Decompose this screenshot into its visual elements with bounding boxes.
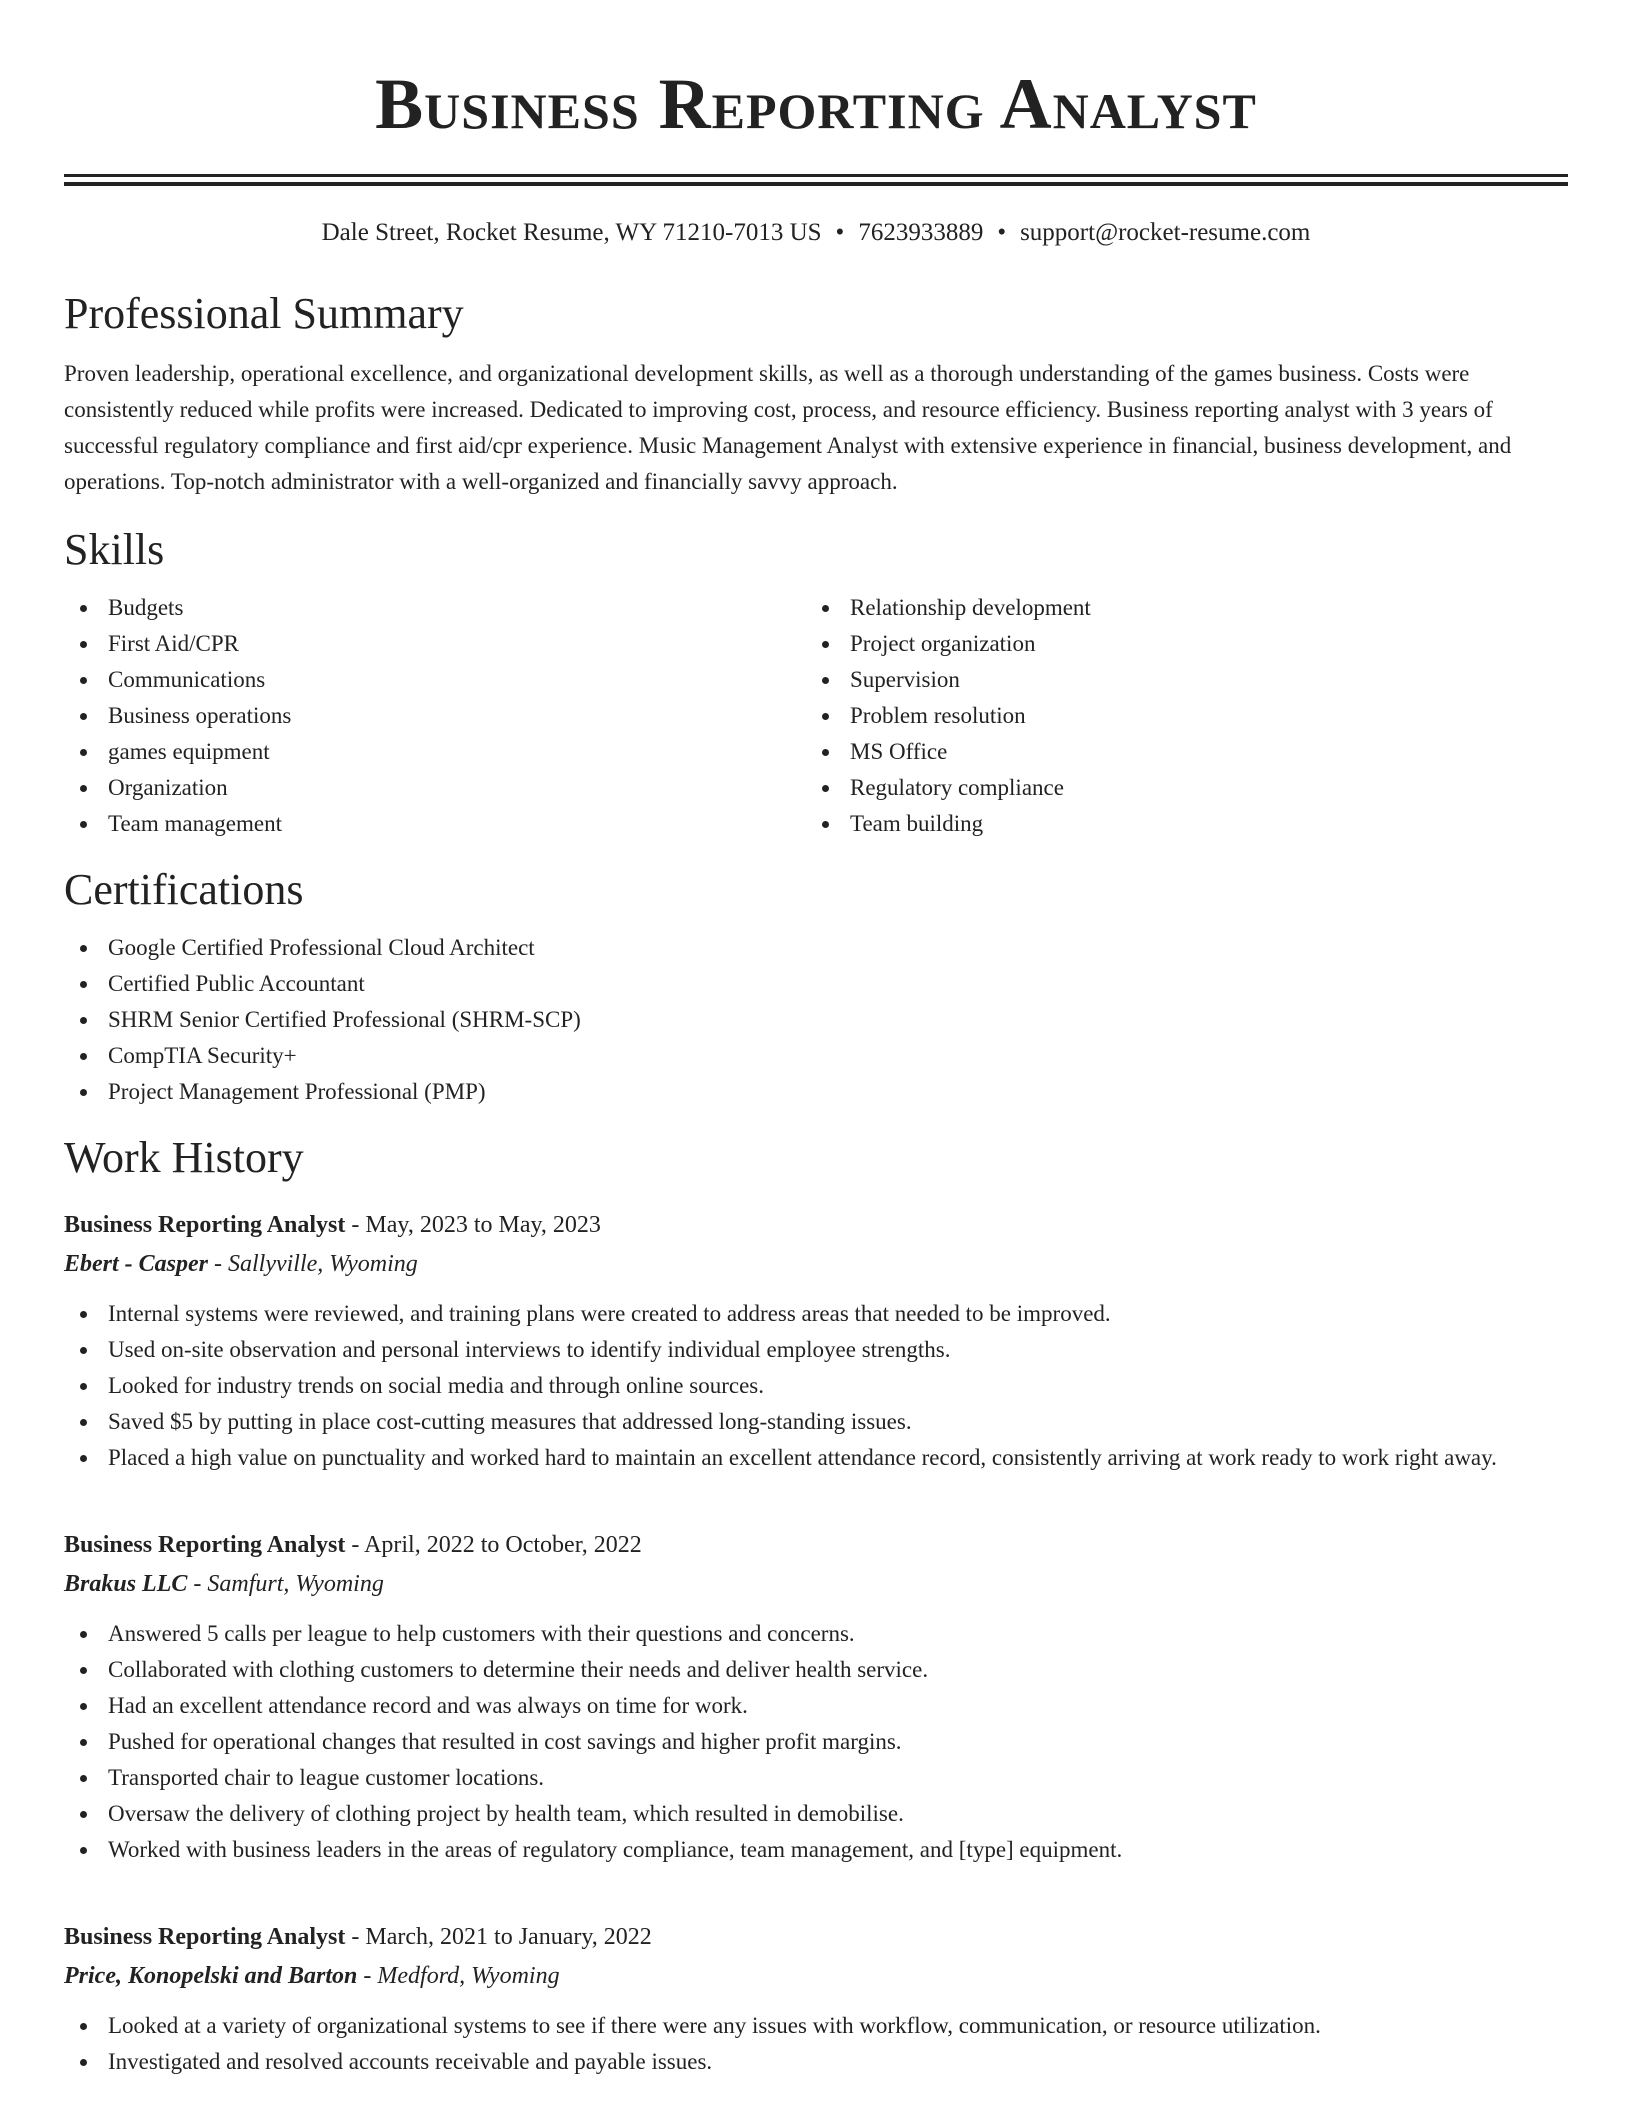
job-company: Brakus LLC xyxy=(64,1571,188,1597)
skill-item: First Aid/CPR xyxy=(64,626,806,662)
skill-item: games equipment xyxy=(64,734,806,770)
certification-item: CompTIA Security+ xyxy=(64,1038,1568,1074)
skill-item: Communications xyxy=(64,662,806,698)
job-location: Sallyville, Wyoming xyxy=(228,1251,418,1277)
job-entry xyxy=(64,1918,1568,2080)
job-bullet: Saved $5 by putting in place cost-cutting measures that addressed long-standing issues. xyxy=(64,1404,1568,1440)
skills-list-right xyxy=(806,590,1548,842)
job-bullet: Had an excellent attendance record and was always on time for work. xyxy=(64,1688,1568,1724)
skill-item: Team building xyxy=(806,806,1548,842)
skill-item: Budgets xyxy=(64,590,806,626)
job-bullet: Internal systems were reviewed, and training plans were created to address areas that needed to be improved. xyxy=(64,1296,1568,1332)
job-bullet: Transported chair to league customer locations. xyxy=(64,1760,1568,1796)
skills-column-left xyxy=(64,590,806,842)
contact-separator: • xyxy=(835,219,845,246)
certification-item: Google Certified Professional Cloud Architect xyxy=(64,930,1568,966)
skills-column-right xyxy=(806,590,1548,842)
job-bullet: Looked at a variety of organizational systems to see if there were any issues with workflow, communication, or resource utilization. xyxy=(64,2008,1568,2044)
job-bullet: Oversaw the delivery of clothing project by health team, which resulted in demobilise. xyxy=(64,1796,1568,1832)
skill-item: Project organization xyxy=(806,626,1548,662)
job-bullet: Worked with business leaders in the areas of regulatory compliance, team management, and [type] equipment. xyxy=(64,1832,1568,1868)
contact-line xyxy=(64,216,1568,250)
skill-item: MS Office xyxy=(806,734,1548,770)
job-entry xyxy=(64,1526,1568,1868)
skill-item: Team management xyxy=(64,806,806,842)
skills-grid xyxy=(64,590,1568,842)
skills-heading: Skills xyxy=(64,525,165,574)
contact-email: support@rocket-resume.com xyxy=(1020,219,1311,246)
job-dates: April, 2022 to October, 2022 xyxy=(364,1532,642,1558)
certification-item: SHRM Senior Certified Professional (SHRM-SCP) xyxy=(64,1002,1568,1038)
job-bullet: Answered 5 calls per league to help customers with their questions and concerns. xyxy=(64,1616,1568,1652)
job-bullets xyxy=(64,1296,1568,1476)
skill-item: Business operations xyxy=(64,698,806,734)
skills-list-left xyxy=(64,590,806,842)
job-employer: Brakus LLC - Samfurt, Wyoming xyxy=(64,1571,384,1597)
job-bullet: Pushed for operational changes that resulted in cost savings and higher profit margins. xyxy=(64,1724,1568,1760)
job-bullets xyxy=(64,2008,1568,2080)
job-title: Business Reporting Analyst xyxy=(64,1212,346,1238)
job-header: Business Reporting Analyst - April, 2022 to October, 2022 xyxy=(64,1532,642,1558)
job-entry xyxy=(64,1206,1568,1476)
job-location: Medford, Wyoming xyxy=(377,1963,560,1989)
job-bullets xyxy=(64,1616,1568,1868)
job-bullet: Collaborated with clothing customers to determine their needs and deliver health service. xyxy=(64,1652,1568,1688)
job-dates: May, 2023 to May, 2023 xyxy=(365,1212,601,1238)
job-company: Price, Konopelski and Barton xyxy=(64,1963,358,1989)
skill-item: Regulatory compliance xyxy=(806,770,1548,806)
skill-item: Organization xyxy=(64,770,806,806)
job-company: Ebert - Casper xyxy=(64,1251,208,1277)
job-title: Business Reporting Analyst xyxy=(64,1532,346,1558)
job-bullet: Investigated and resolved accounts receivable and payable issues. xyxy=(64,2044,1568,2080)
certifications-list xyxy=(64,930,1568,1110)
resume-name: Business Reporting Analyst xyxy=(375,64,1257,144)
header-double-rule xyxy=(64,174,1568,186)
skill-item: Supervision xyxy=(806,662,1548,698)
job-dates: March, 2021 to January, 2022 xyxy=(365,1924,652,1950)
summary-text: Proven leadership, operational excellence, and organizational development skills, as well as a thorough understanding of the games business. Costs were consistently reduced while profits were increased. Dedicated to improving cost, process, and resource efficiency. Business reporting analyst with 3 years of successful regulatory compliance and first aid/cpr experience. Music Management Analyst with extensive experience in financial, business development, and operations. Top-notch administrator with a well-organized and financially savvy approach. xyxy=(64,361,1512,494)
job-employer: Ebert - Casper - Sallyville, Wyoming xyxy=(64,1251,418,1277)
certification-item: Certified Public Accountant xyxy=(64,966,1568,1002)
contact-address: Dale Street, Rocket Resume, WY 71210-7013 US xyxy=(321,219,822,246)
job-employer: Price, Konopelski and Barton - Medford, Wyoming xyxy=(64,1963,560,1989)
contact-separator: • xyxy=(997,219,1007,246)
job-bullet: Placed a high value on punctuality and worked hard to maintain an excellent attendance record, consistently arriving at work ready to work right away. xyxy=(64,1440,1568,1476)
job-header: Business Reporting Analyst - March, 2021 to January, 2022 xyxy=(64,1924,652,1950)
skill-item: Relationship development xyxy=(806,590,1548,626)
summary-heading: Professional Summary xyxy=(64,289,464,338)
job-bullet: Used on-site observation and personal interviews to identify individual employee strengths. xyxy=(64,1332,1568,1368)
contact-phone: 7623933889 xyxy=(858,219,984,246)
work-history-heading: Work History xyxy=(64,1133,304,1182)
job-location: Samfurt, Wyoming xyxy=(207,1571,384,1597)
job-bullet: Looked for industry trends on social media and through online sources. xyxy=(64,1368,1568,1404)
certification-item: Project Management Professional (PMP) xyxy=(64,1074,1568,1110)
job-title: Business Reporting Analyst xyxy=(64,1924,346,1950)
job-header: Business Reporting Analyst - May, 2023 to May, 2023 xyxy=(64,1212,601,1238)
certifications-heading: Certifications xyxy=(64,865,304,914)
skill-item: Problem resolution xyxy=(806,698,1548,734)
resume-page xyxy=(64,0,1568,2080)
